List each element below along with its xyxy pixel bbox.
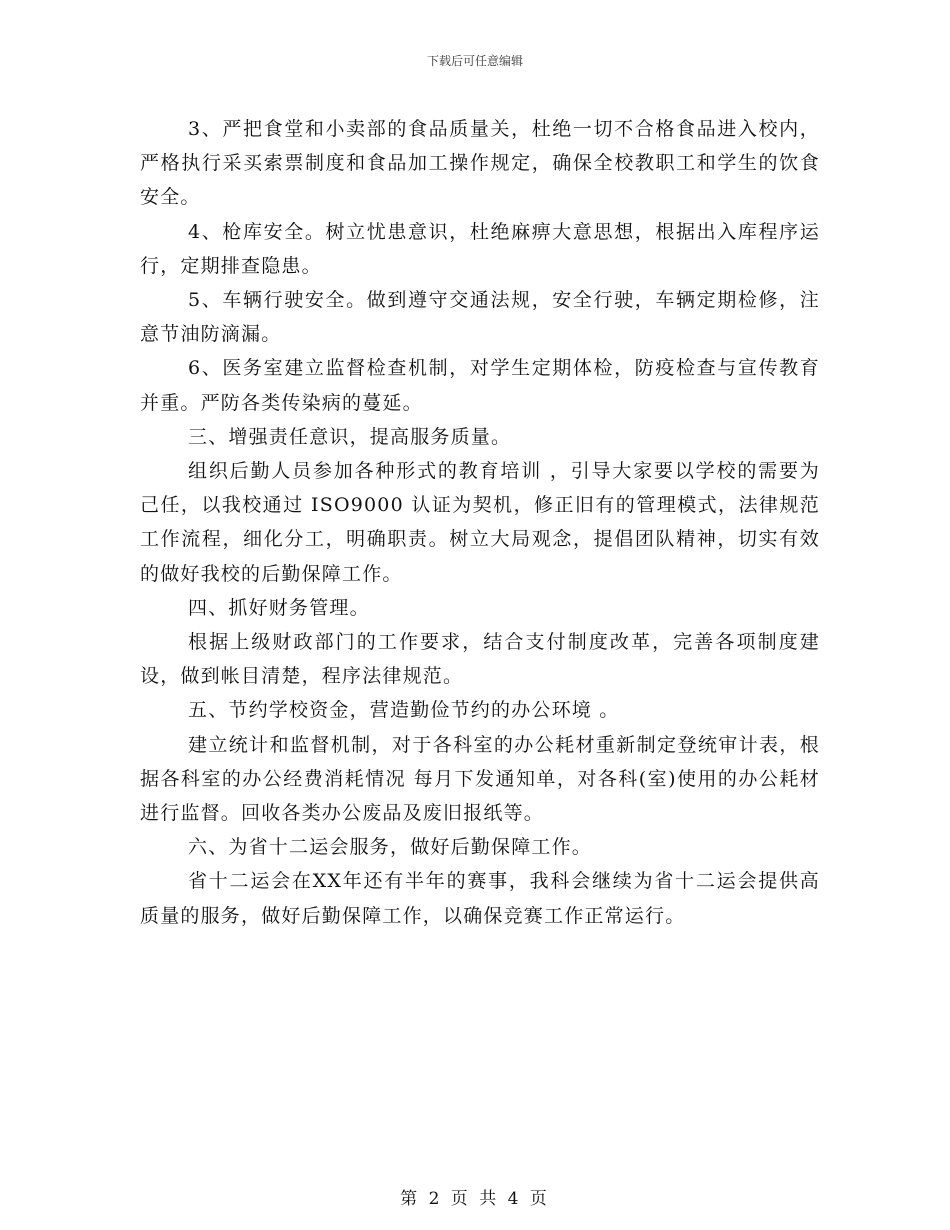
section-heading: 六、为省十二运会服务，做好后勤保障工作。: [188, 836, 593, 859]
paragraph: 5、车辆行驶安全。做到遵守交通法规，安全行驶，车辆定期检修，注意节油防滴漏。: [140, 289, 820, 346]
page-header: 下载后可任意编辑: [426, 54, 523, 68]
paragraph: 3、严把食堂和小卖部的食品质量关，杜绝一切不合格食品进入校内，严格执行采买索票制度和食品加工操作规定，确保全校教职工和学生的饮食安全。: [140, 118, 820, 209]
section-heading: 五、节约学校资金，营造勤俭节约的办公环境 。: [188, 699, 620, 722]
document-body: [140, 112, 820, 933]
paragraph: 建立统计和监督机制，对于各科室的办公耗材重新制定登统审计表，根据各科室的办公经费消耗情况 每月下发通知单，对各科(室)使用的办公耗材进行监督。回收各类办公废品及废旧报纸等。: [140, 733, 820, 825]
paragraph: 6、医务室建立监督检查机制，对学生定期体检，防疫检查与宣传教育并重。严防各类传染病的蔓延。: [140, 357, 820, 414]
paragraph: 组织后勤人员参加各种形式的教育培训 ，引导大家要以学校的需要为己任，以我校通过 ISO9000 认证为契机，修正旧有的管理模式，法律规范工作流程，细化分工，明确职责。树立大局观念，提倡团队精神，切实有效的做好我校的后勤保障工作。: [140, 460, 820, 585]
section-heading: 三、增强责任意识，提高服务质量。: [188, 425, 512, 448]
paragraph: 4、枪库安全。树立忧患意识，杜绝麻痹大意思想，根据出入库程序运行，定期排查隐患。: [140, 220, 820, 277]
paragraph: 省十二运会在XX年还有半年的赛事，我科会继续为省十二运会提供高质量的服务，做好后勤保障工作，以确保竞赛工作正常运行。: [140, 870, 820, 927]
page-footer: 第 2 页 共 4 页: [400, 1189, 550, 1209]
paragraph: 根据上级财政部门的工作要求，结合支付制度改革，完善各项制度建设，做到帐目清楚，程序法律规范。: [140, 631, 820, 688]
section-heading: 四、抓好财务管理。: [188, 596, 370, 619]
